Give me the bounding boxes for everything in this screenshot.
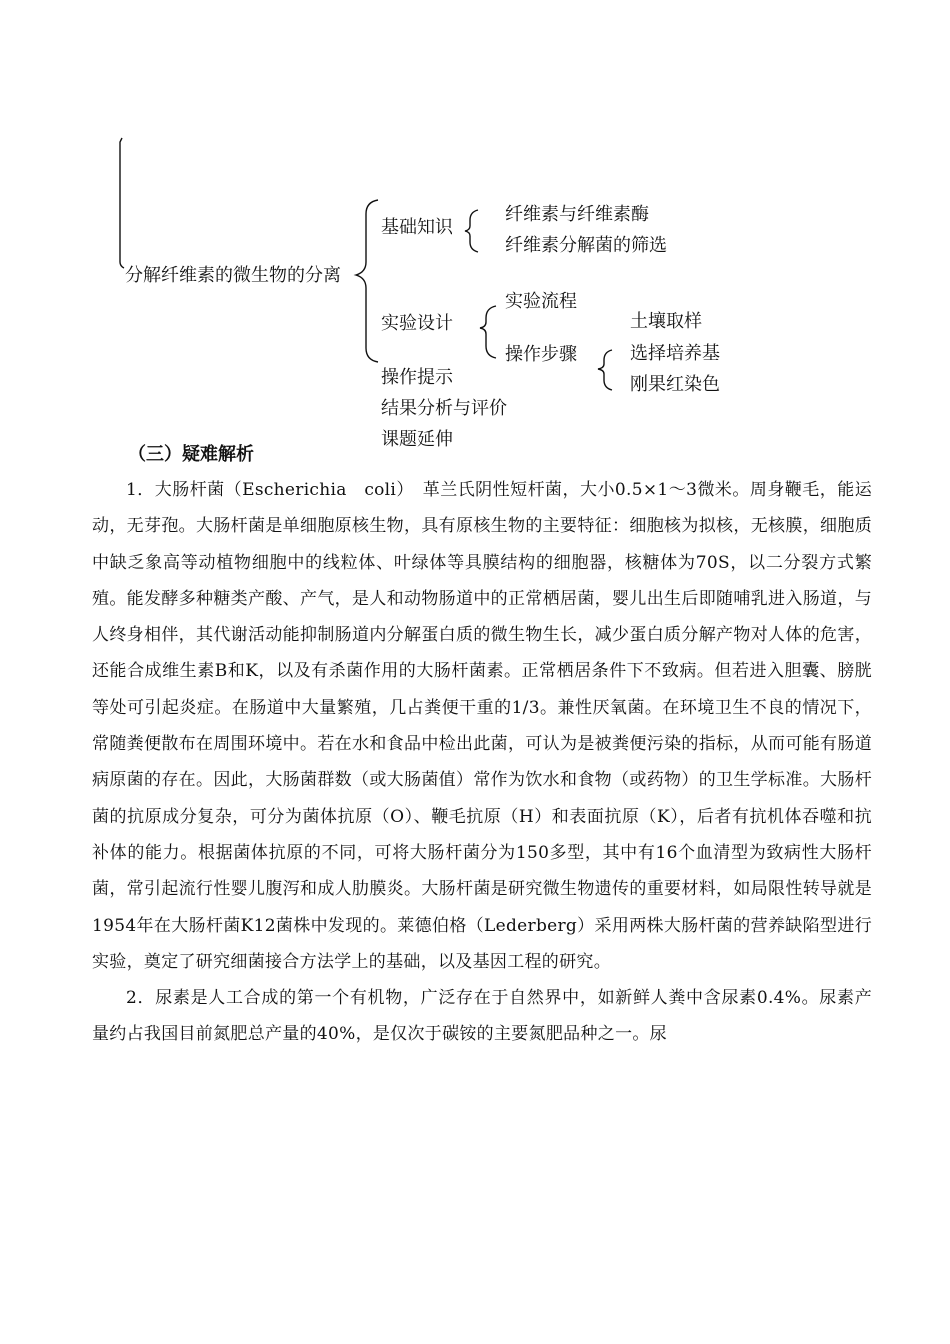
branch-topic-extension: 课题延伸 xyxy=(381,429,453,450)
step-soil-sampling: 土壤取样 xyxy=(630,311,702,332)
basic-knowledge-item-1: 纤维素与纤维素酶 xyxy=(505,204,649,225)
concept-map-braces xyxy=(0,0,950,460)
section-heading: （三）疑难解析 xyxy=(128,444,254,465)
root-brace xyxy=(356,200,378,362)
experiment-design-brace xyxy=(480,306,496,358)
basic-knowledge-brace xyxy=(465,210,478,252)
basic-knowledge-item-2: 纤维素分解菌的筛选 xyxy=(505,235,667,256)
branch-basic-knowledge: 基础知识 xyxy=(381,217,453,238)
body-text xyxy=(92,472,872,1053)
step-selective-medium: 选择培养基 xyxy=(630,343,720,364)
experiment-flow: 实验流程 xyxy=(505,291,577,312)
branch-experiment-design: 实验设计 xyxy=(381,313,453,334)
operation-steps: 操作步骤 xyxy=(505,344,577,365)
concept-map-root: 分解纤维素的微生物的分离 xyxy=(125,265,341,286)
branch-operation-tips: 操作提示 xyxy=(381,367,453,388)
outer-left-line xyxy=(120,138,124,268)
paragraph-urea: 2．尿素是人工合成的第一个有机物，广泛存在于自然界中，如新鲜人粪中含尿素0.4%。尿素产量约占我国目前氮肥总产量的40%，是仅次于碳铵的主要氮肥品种之一。尿 xyxy=(92,988,872,1045)
operation-steps-brace xyxy=(598,350,612,390)
step-congo-red-staining: 刚果红染色 xyxy=(630,374,720,395)
paragraph-ecoli: 1．大肠杆菌（Escherichia coli） 革兰氏阴性短杆菌，大小0.5×1～3微米。周身鞭毛，能运动，无芽孢。大肠杆菌是单细胞原核生物，具有原核生物的主要特征：细胞核为拟核，无核膜，细胞质中缺乏象高等动植物细胞中的线粒体、叶绿体等具膜结构的细胞器，核糖体为70S，以二分裂方式繁殖。能发酵多种糖类产酸、产气，是人和动物肠道中的正常栖居菌，婴儿出生后即随哺乳进入肠道，与人终身相伴，其代谢活动能抑制肠道内分解蛋白质的微生物生长，减少蛋白质分解产物对人体的危害，还能合成维生素B和K，以及有杀菌作用的大肠杆菌素。正常栖居条件下不致病。但若进入胆囊、膀胱等处可引起炎症。在肠道中大量繁殖，几占粪便干重的1/3。兼性厌氧菌。在环境卫生不良的情况下，常随粪便散布在周围环境中。若在水和食品中检出此菌，可认为是被粪便污染的指标，从而可能有肠道病原菌的存在。因此，大肠菌群数（或大肠菌值）常作为饮水和食物（或药物）的卫生学标准。大肠杆菌的抗原成分复杂，可分为菌体抗原（O）、鞭毛抗原（H）和表面抗原（K），后者有抗机体吞噬和抗补体的能力。根据菌体抗原的不同，可将大肠杆菌分为150多型，其中有16个血清型为致病性大肠杆菌，常引起流行性婴儿腹泻和成人肋膜炎。大肠杆菌是研究微生物遗传的重要材料，如局限性转导就是1954年在大肠杆菌K12菌株中发现的。莱德伯格（Lederberg）采用两株大肠杆菌的营养缺陷型进行实验，奠定了研究细菌接合方法学上的基础，以及基因工程的研究。 xyxy=(92,480,872,972)
branch-result-analysis: 结果分析与评价 xyxy=(381,398,507,419)
